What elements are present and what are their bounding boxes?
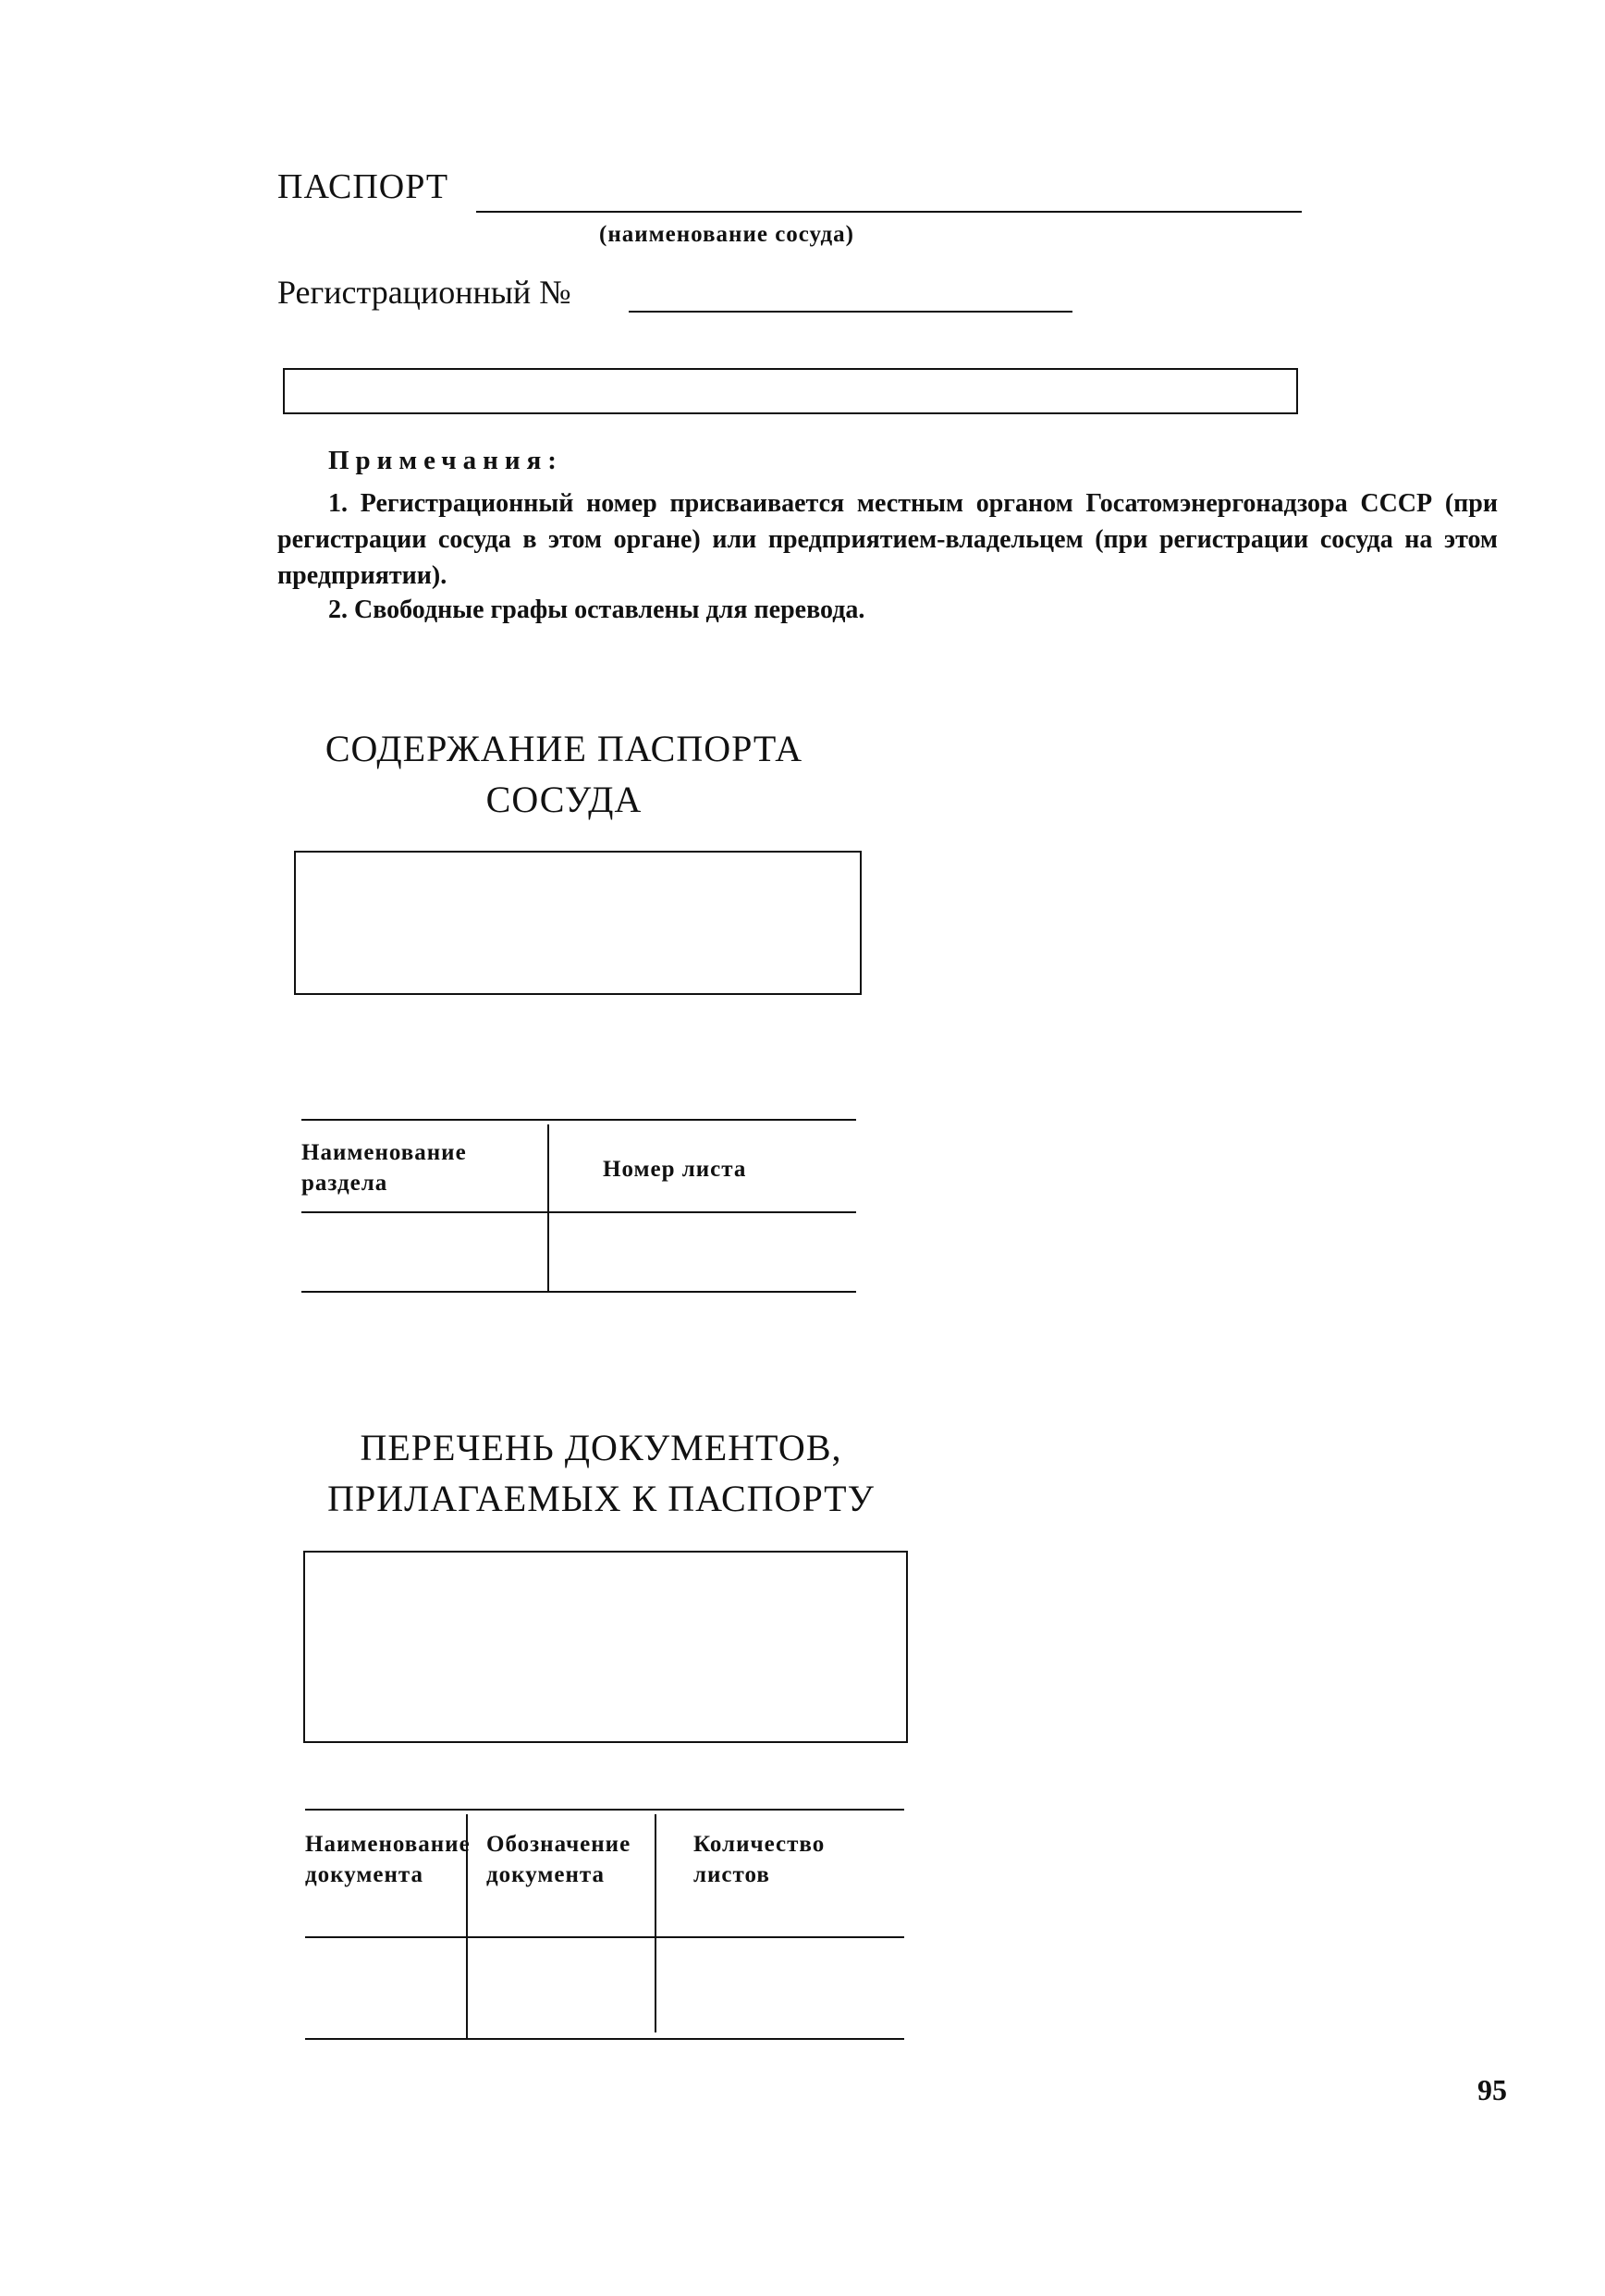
table-top-rule (301, 1119, 856, 1121)
documents-translation-box (303, 1551, 908, 1743)
registration-number-line (629, 311, 1072, 313)
page-number: 95 (1477, 2073, 1507, 2106)
registration-label: Регистрационный № (277, 274, 571, 311)
notes-title: Примечания: (328, 446, 563, 475)
contents-translation-box (294, 851, 862, 995)
column-header-document-designation: Обозначение документа (486, 1832, 631, 1887)
contents-heading-line-2: СОСУДА (485, 779, 643, 820)
column-header-sheet-count: Количество листов (693, 1832, 826, 1887)
column-header-document-name: Наименование документа (305, 1832, 471, 1887)
table-header-rule (301, 1211, 856, 1213)
table-bottom-rule (305, 2038, 904, 2040)
contents-table (301, 1119, 856, 1293)
note-1: 1. Регистрационный номер присваивается местным органом Госатомэнергонадзора СССР (при регистрации сосуда в этом органе) или предприятием-владельцем (при регистрации сосуда на этом предприятии). (277, 489, 1498, 590)
table-bottom-rule (301, 1291, 856, 1293)
vessel-name-caption: (наименование сосуда) (599, 222, 854, 247)
column-header-sheet-number: Номер листа (603, 1157, 747, 1182)
vessel-name-line (476, 211, 1302, 213)
passport-label: ПАСПОРТ (277, 167, 449, 206)
contents-heading (305, 723, 823, 825)
contents-heading-line-1: СОДЕРЖАНИЕ ПАСПОРТА (325, 728, 803, 769)
documents-table (305, 1809, 904, 2040)
note-2: 2. Свободные графы оставлены для перевода. (328, 595, 865, 624)
documents-heading-line-2: ПРИЛАГАЕМЫХ К ПАСПОРТУ (327, 1478, 875, 1519)
documents-heading-line-1: ПЕРЕЧЕНЬ ДОКУМЕНТОВ, (360, 1427, 842, 1468)
translation-box (283, 368, 1298, 414)
table-column-divider-2 (655, 1814, 656, 2032)
table-header-rule (305, 1936, 904, 1938)
table-top-rule (305, 1809, 904, 1811)
table-column-divider (547, 1124, 549, 1291)
documents-heading (305, 1422, 897, 1524)
column-header-section-name: Наименование раздела (301, 1140, 467, 1196)
